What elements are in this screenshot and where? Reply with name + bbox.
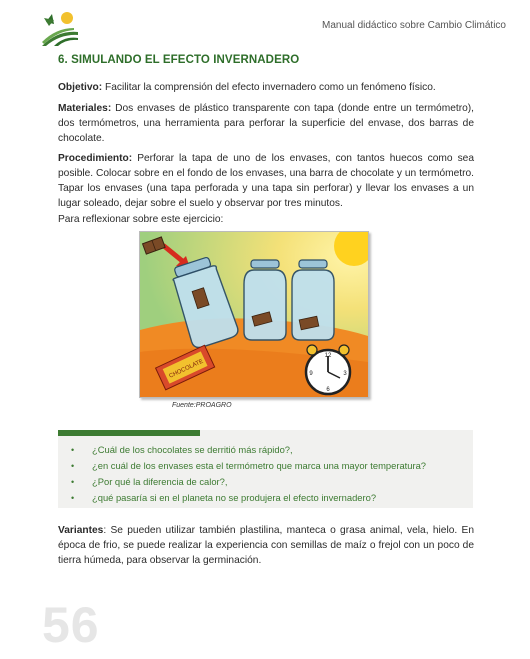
objetivo-paragraph [58, 80, 474, 95]
list-item: • ¿Por qué la diferencia de calor?, [58, 474, 426, 490]
objetivo-label: Objetivo: [58, 82, 103, 93]
bullet-icon: • [71, 461, 75, 471]
procedimiento-paragraph [58, 151, 474, 211]
variantes-text: : Se pueden utilizar también plastilina, manteca o grasa animal, vela, hielo. En época de frio, se puede realizar la experiencia con semillas de maíz o frejol con un poco de tierra húmeda, para observar la germinación. [58, 525, 474, 566]
questions-list [58, 442, 426, 506]
bullet-icon: • [71, 477, 75, 487]
svg-text:12: 12 [324, 353, 332, 359]
alarm-clock-icon [306, 345, 350, 394]
materiales-paragraph [58, 101, 474, 146]
variantes-paragraph [58, 523, 474, 568]
objetivo-text: Facilitar la comprensión del efecto invernadero como un fenómeno físico. [102, 82, 436, 93]
procedimiento-text: Perforar la tapa de uno de los envases, con tantos huecos como sea posible. Colocar sobre en el fondo de los envases, una barra de chocolate y un termómetro. Tapar los envases (una tapa perforada y una tapa sin perforar) y llevar los envases a un lugar soleado, dejar sobre el suelo y observar por tres minutos. [58, 153, 474, 209]
bullet-icon: • [71, 493, 75, 503]
materiales-label: Materiales: [58, 103, 112, 114]
materiales-text: Dos envases de plástico transparente con tapa (donde entre un termómetro), dos termómetros, una herramienta para perforar la superficie del envase, dos barras de chocolate. [58, 103, 474, 144]
greenhouse-illustration [139, 231, 369, 398]
questions-box [58, 430, 473, 508]
list-item: • ¿Cuál de los chocolates se derritió más rápido?, [58, 442, 426, 458]
list-item: • ¿qué pasaría si en el planeta no se produjera el efecto invernadero? [58, 490, 426, 506]
procedimiento-label: Procedimiento: [58, 153, 133, 164]
questions-accent-bar [58, 430, 200, 436]
page-number: 56 [42, 597, 100, 653]
reflexionar-text: Para reflexionar sobre este ejercicio: [58, 214, 224, 225]
svg-text:9: 9 [309, 371, 313, 377]
section-title: 6. SIMULANDO EL EFECTO INVERNADERO [58, 54, 300, 66]
svg-text:6: 6 [326, 387, 330, 393]
header-title: Manual didáctico sobre Cambio Climático [322, 20, 506, 31]
figure-caption: Fuente:PROAGRO [172, 402, 232, 409]
svg-text:3: 3 [343, 371, 347, 377]
variantes-label: Variantes [58, 525, 104, 536]
greenhouse-illustration-svg [140, 232, 368, 397]
bullet-icon: • [71, 445, 75, 455]
jar-third [292, 260, 334, 340]
wrapper-label: CHOCOLATE [168, 358, 205, 380]
list-item: • ¿en cuál de los envases esta el termómetro que marca una mayor temperatura? [58, 458, 426, 474]
jar-sealed [244, 260, 286, 340]
